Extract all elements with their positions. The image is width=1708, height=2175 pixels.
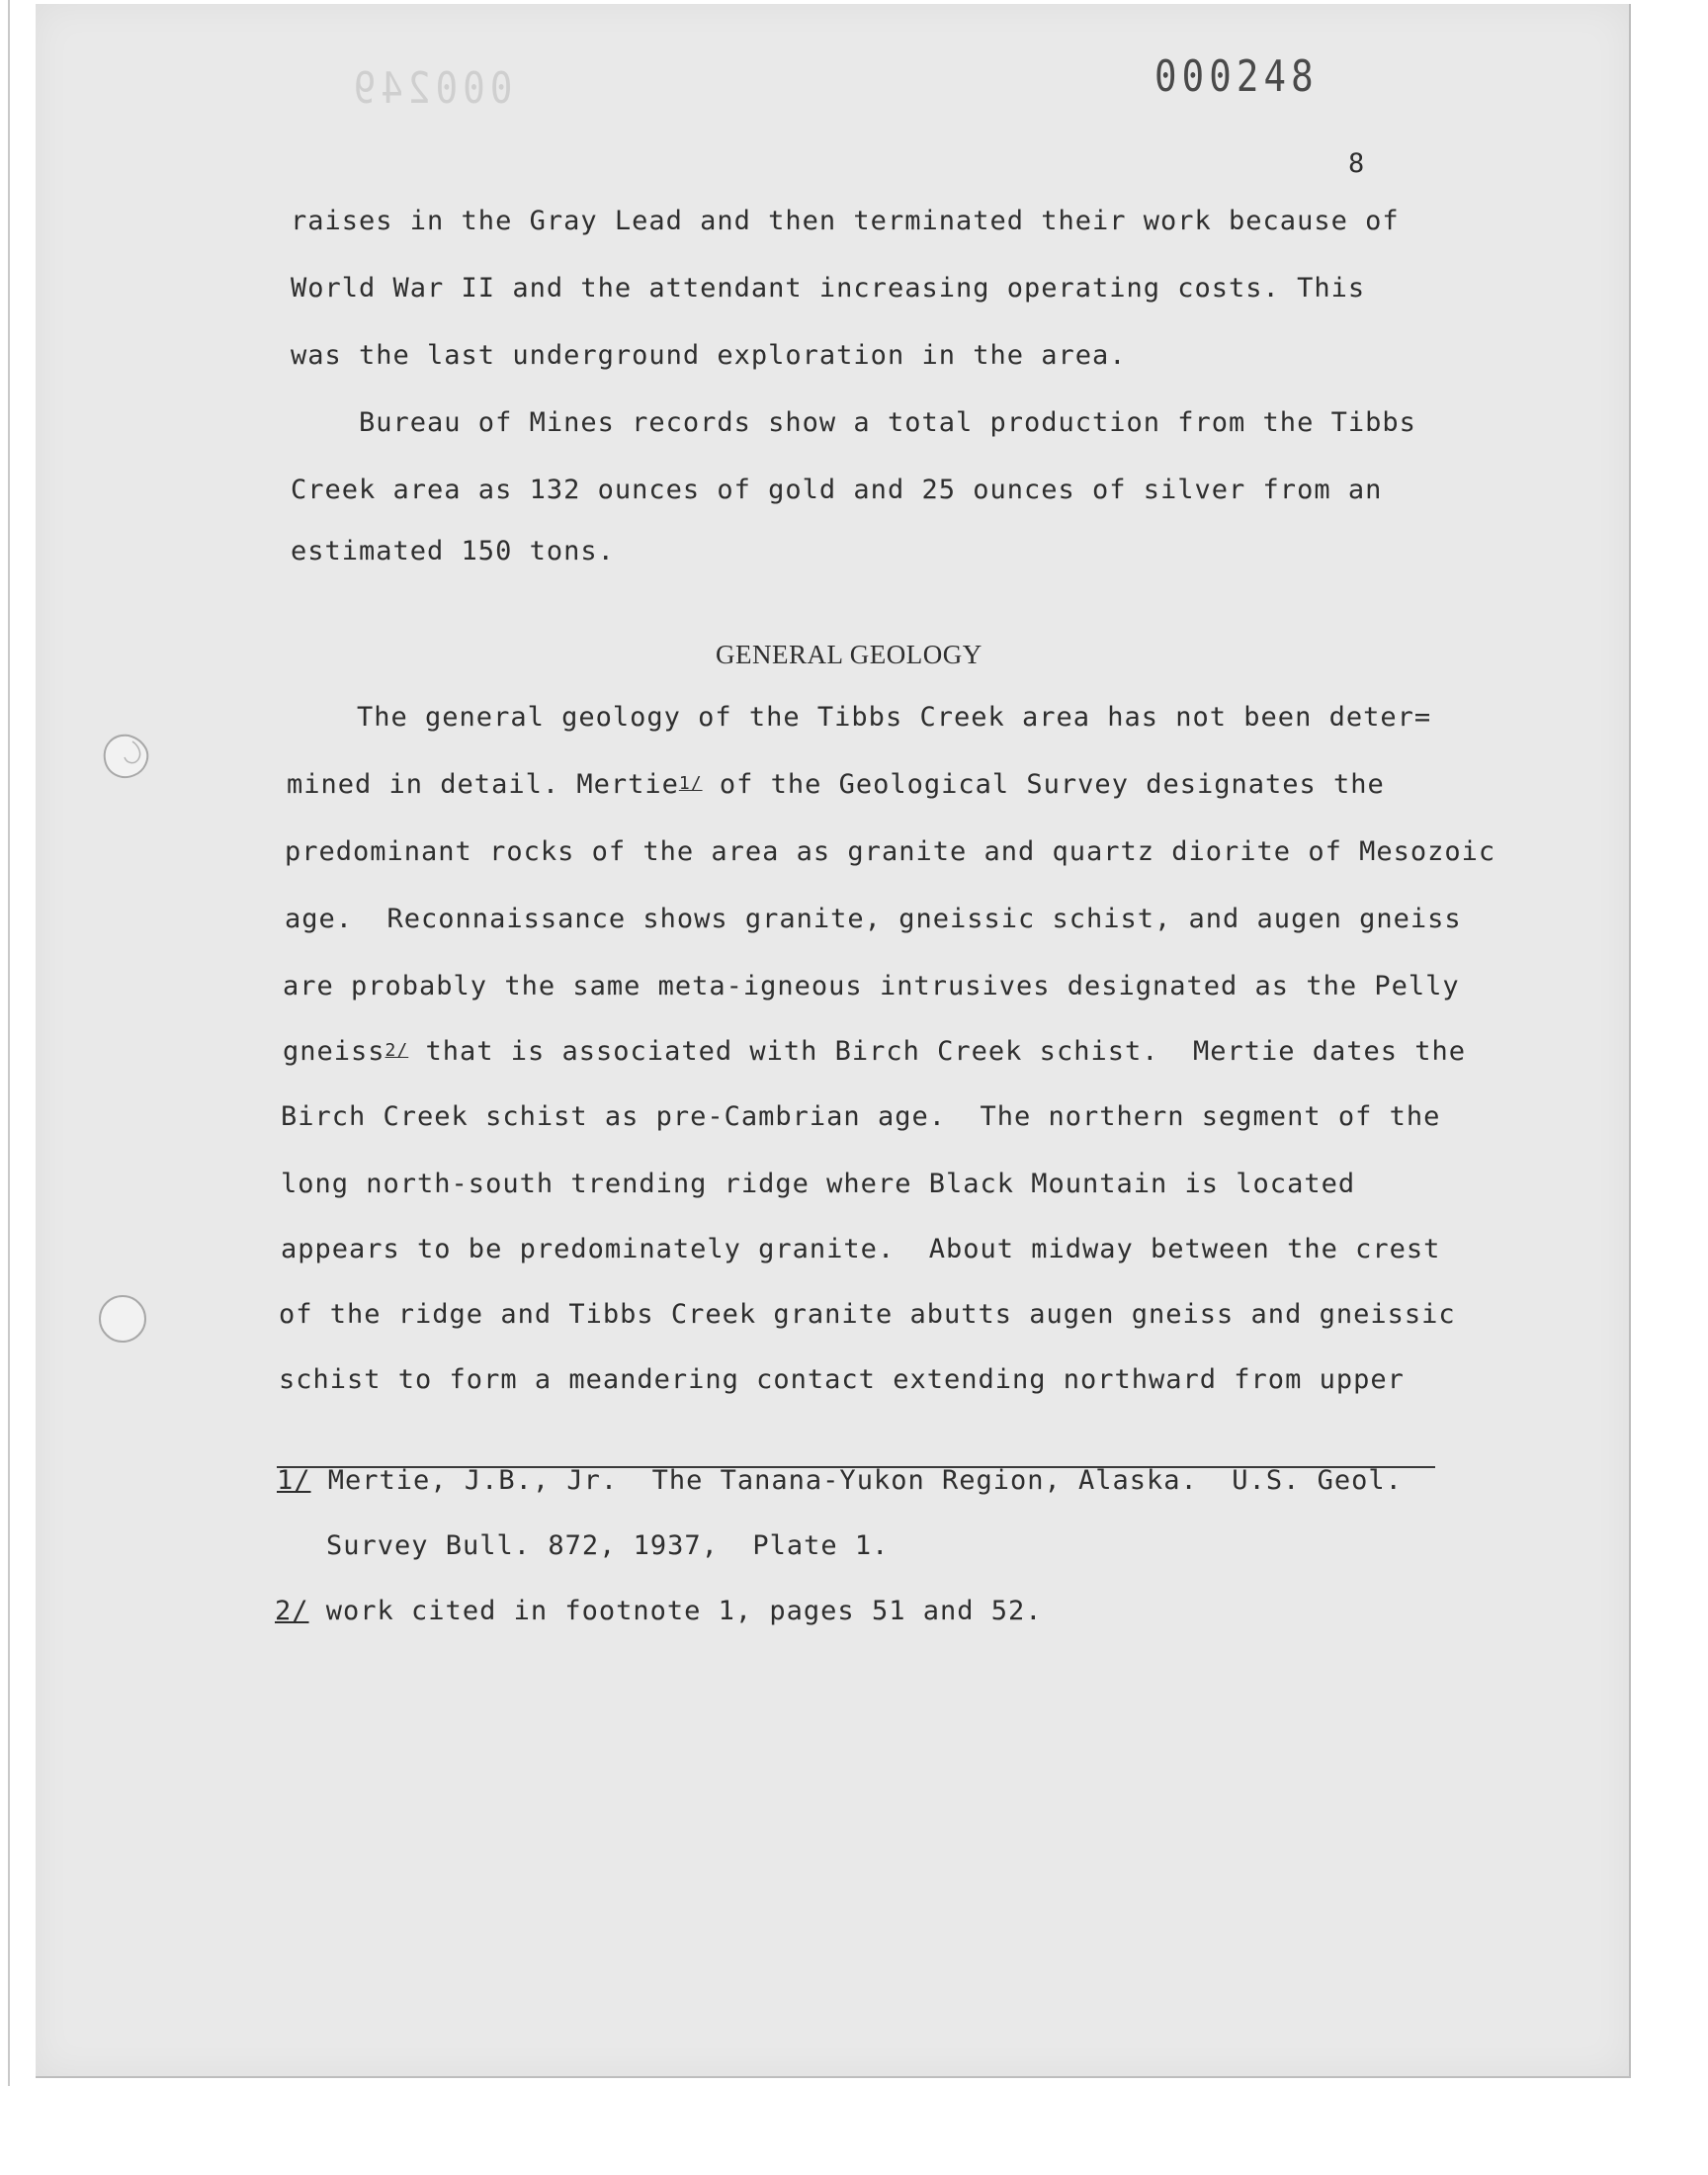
p3-line6-text-a: gneiss bbox=[283, 1036, 385, 1067]
footnote-1-continued: Survey Bull. 872, 1937, Plate 1. bbox=[326, 1530, 890, 1561]
p2-line1: Bureau of Mines records show a total production from the Tibbs bbox=[291, 407, 1416, 438]
p1-line1: raises in the Gray Lead and then terminated their work because of bbox=[291, 206, 1400, 236]
footnote-2-mark: 2/ bbox=[275, 1596, 309, 1626]
footnote-ref-1: 1/ bbox=[678, 773, 703, 794]
p3-line5: are probably the same meta-igneous intrusives designated as the Pelly bbox=[283, 971, 1460, 1001]
footnote-1 bbox=[277, 1465, 1403, 1496]
footnote-1-mark: 1/ bbox=[277, 1465, 311, 1496]
punch-hole-torn bbox=[99, 728, 156, 787]
p1-line3: was the last underground exploration in the area. bbox=[291, 340, 1127, 371]
p3-line1: The general geology of the Tibbs Creek area has not been deter= bbox=[289, 702, 1432, 733]
p3-line11: schist to form a meandering contact extending northward from upper bbox=[279, 1364, 1405, 1395]
p3-line4: age. Reconnaissance shows granite, gneissic schist, and augen gneiss bbox=[285, 904, 1462, 934]
bleed-through-stamp: 000249 bbox=[348, 63, 513, 114]
p3-line7: Birch Creek schist as pre-Cambrian age. The northern segment of the bbox=[281, 1101, 1441, 1132]
p3-line9: appears to be predominately granite. About midway between the crest bbox=[281, 1234, 1441, 1264]
document-number-stamp: 000248 bbox=[1154, 51, 1319, 102]
page-left-edge bbox=[8, 0, 10, 2086]
section-heading: GENERAL GEOLOGY bbox=[716, 640, 982, 669]
p2-line2: Creek area as 132 ounces of gold and 25 ounces of silver from an bbox=[291, 475, 1383, 505]
page-number: 8 bbox=[1348, 148, 1366, 179]
footnote-2 bbox=[275, 1596, 1043, 1626]
footnote-2-text: work cited in footnote 1, pages 51 and 52. bbox=[308, 1596, 1043, 1626]
p3-line6 bbox=[283, 1036, 1466, 1067]
p3-line6-text-b: that is associated with Birch Creek schist. Mertie dates the bbox=[408, 1036, 1467, 1067]
p3-line2-text-b: of the Geological Survey designates the bbox=[702, 769, 1385, 800]
footnote-ref-2: 2/ bbox=[384, 1040, 409, 1061]
p3-line3: predominant rocks of the area as granite and quartz diorite of Mesozoic bbox=[285, 836, 1496, 867]
p3-line8: long north-south trending ridge where Black Mountain is located bbox=[281, 1169, 1356, 1199]
p1-line2: World War II and the attendant increasing operating costs. This bbox=[291, 273, 1366, 304]
footnote-1-text: Mertie, J.B., Jr. The Tanana-Yukon Region, Alaska. U.S. Geol. bbox=[310, 1465, 1403, 1496]
p2-line3: estimated 150 tons. bbox=[291, 536, 615, 566]
p3-line2 bbox=[287, 769, 1385, 800]
p3-line2-text-a: mined in detail. Mertie bbox=[287, 769, 679, 800]
punch-hole-lower bbox=[99, 1295, 146, 1343]
p3-line10: of the ridge and Tibbs Creek granite abutts augen gneiss and gneissic bbox=[279, 1299, 1456, 1330]
